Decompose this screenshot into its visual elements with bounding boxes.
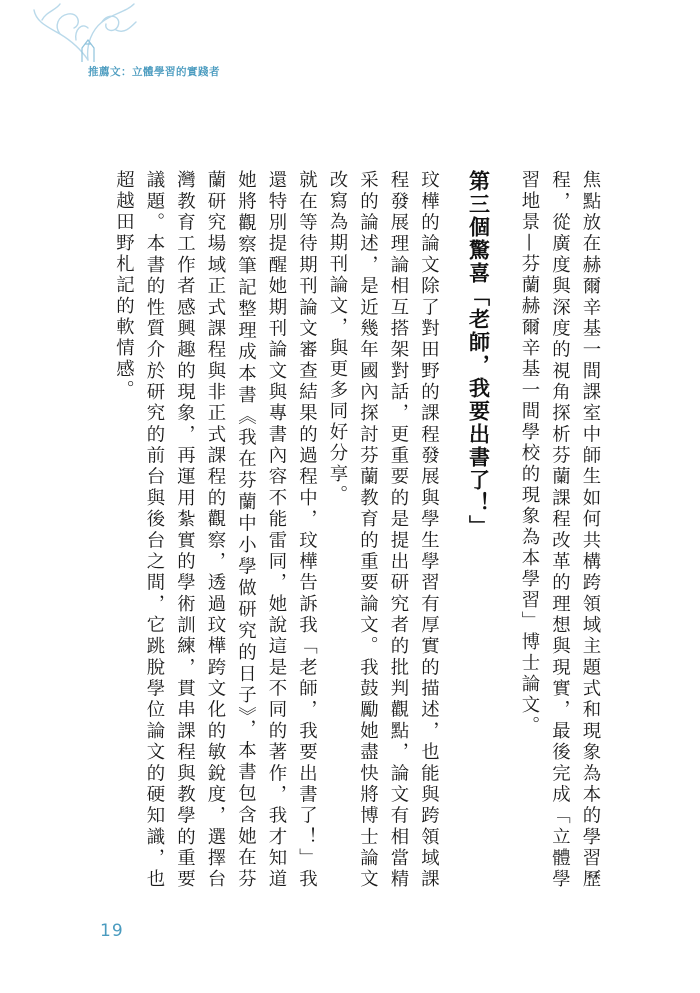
paragraph-continued: 焦點放在赫爾辛基一間課室中師生如何共構跨領域主題式和現象為本的學習歷程，從廣度與深度的視角探析芬蘭課程改革的理想與現實，最後完成「立體學習地景—芬蘭赫爾辛基一間學校的現象為本學習」博士論文。 — [519, 170, 601, 890]
section-heading: 第三個驚喜「老師，我要出書了！」 — [466, 170, 492, 538]
article-body — [105, 170, 605, 890]
paragraph: 玟樺的論文除了對田野的課程發展與學生學習有厚實的描述，也能與跨領域課程發展理論相互搭架對話，更重要的是提出研究者的批判觀點，論文有相當精采的論述，是近幾年國內探討芬蘭教育的重要論文。我鼓勵她盡快將博士論文改寫為期刊論文，與更多同好分享。 — [327, 170, 440, 890]
paragraph: 就在等待期刊論文審查結果的過程中，玟樺告訴我「老師，我要出書了！」我還特別提醒她期刊論文與專書內容不能雷同，她說這是不同的著作，我才知道她將觀察筆記整理成本書《我在芬蘭中小學做研究的日子》，本書包含她在芬蘭研究場域正式課程與非正式課程的觀察，透過玟樺跨文化的敏銳度，選擇台灣教育工作者感興趣的現象，再運用紮實的學術訓練，貫串課程與教學的重要議題。本書的性質介於研究的前台與後台之間，它跳脫學位論文的硬知識，也超越田野札記的軟情感。 — [113, 170, 318, 890]
running-header: 推薦文：立體學習的實踐者 — [88, 66, 220, 78]
page-number: 19 — [100, 921, 124, 941]
pencil-doodle-icon — [30, 0, 140, 62]
